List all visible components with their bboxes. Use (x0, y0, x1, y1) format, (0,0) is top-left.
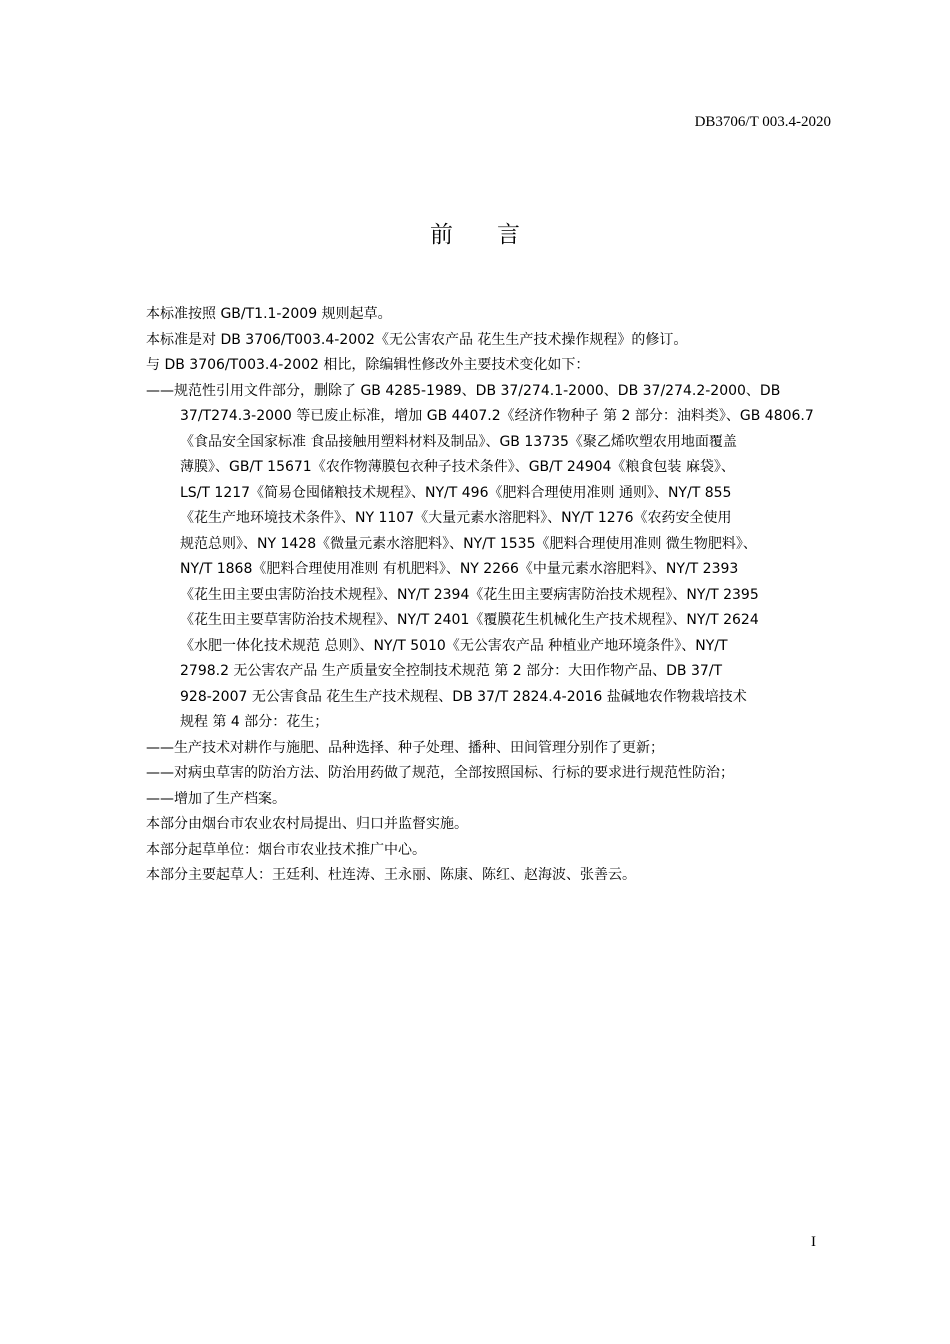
intro-paragraph-drafting-rule: 本标准按照 GB/T1.1-2009 规则起草。 (146, 306, 392, 322)
intro-paragraph-revision: 本标准是对 DB 3706/T003.4-2002《无公害农产品 花生生产技术操作规程》的修订。 (146, 331, 688, 348)
page-title: 前言 (430, 222, 564, 248)
change-item-line: 规程 第 4 部分：花生； (180, 714, 329, 730)
change-item-line: 928-2007 无公害食品 花生生产技术规程、DB 37/T 2824.4-2016 盐碱地农作物栽培技术 (180, 688, 747, 705)
change-item-line: 2798.2 无公害农产品 生产质量安全控制技术规范 第 2 部分：大田作物产品、DB 37/T (180, 663, 723, 679)
change-item-normative-references (146, 379, 876, 736)
change-item-production-technology: ——生产技术对耕作与施肥、品种选择、种子处理、播种、田间管理分别作了更新； (146, 739, 664, 756)
change-item-line: 薄膜》、GB/T 15671《农作物薄膜包衣种子技术条件》、GB/T 24904《粮食包装 麻袋》、 (180, 459, 735, 475)
change-item-line: 《花生田主要草害防治技术规程》、NY/T 2401《覆膜花生机械化生产技术规程》、NY/T 2624 (180, 612, 759, 628)
closing-drafting-unit: 本部分起草单位：烟台市农业技术推广中心。 (146, 841, 426, 858)
closing-proposing-authority: 本部分由烟台市农业农村局提出、归口并监督实施。 (146, 816, 468, 832)
foreword-body (146, 302, 876, 889)
change-item-line: 37/T274.3-2000 等已废止标准，增加 GB 4407.2《经济作物种子 第 2 部分：油料类》、GB 4806.7 (180, 408, 814, 424)
change-item-line: NY/T 1868《肥料合理使用准则 有机肥料》、NY 2266《中量元素水溶肥料》、NY/T 2393 (180, 561, 739, 577)
change-item-line: 规范总则》、NY 1428《微量元素水溶肥料》、NY/T 1535《肥料合理使用准则 微生物肥料》、 (180, 535, 757, 552)
closing-drafters: 本部分主要起草人：王廷利、杜连涛、王永丽、陈康、陈红、赵海波、张善云。 (146, 867, 636, 883)
change-item-line: 《花生产地环境技术条件》、NY 1107《大量元素水溶肥料》、NY/T 1276《农药安全使用 (180, 510, 732, 526)
change-item-line: 《花生田主要虫害防治技术规程》、NY/T 2394《花生田主要病害防治技术规程》、NY/T 2395 (180, 586, 759, 603)
change-item-production-records: ——增加了生产档案。 (146, 790, 286, 807)
document-code: DB3706/T 003.4-2020 (694, 114, 831, 130)
change-item-line: 《食品安全国家标准 食品接触用塑料材料及制品》、GB 13735《聚乙烯吹塑农用地面覆盖 (180, 433, 737, 450)
change-item-line: ——规范性引用文件部分，删除了 GB 4285-1989、DB 37/274.1-2000、DB 37/274.2-2000、DB (146, 382, 781, 399)
change-item-line: 《水肥一体化技术规范 总则》、NY/T 5010《无公害农产品 种植业产地环境条件》、NY/T (180, 637, 728, 654)
change-item-pest-control: ——对病虫草害的防治方法、防治用药做了规范，全部按照国标、行标的要求进行规范性防治； (146, 765, 734, 781)
page-number: I (811, 1234, 816, 1250)
change-item-line: LS/T 1217《简易仓囤储粮技术规程》、NY/T 496《肥料合理使用准则 通则》、NY/T 855 (180, 484, 732, 501)
intro-paragraph-changes-heading: 与 DB 3706/T003.4-2002 相比，除编辑性修改外主要技术变化如下： (146, 357, 590, 373)
